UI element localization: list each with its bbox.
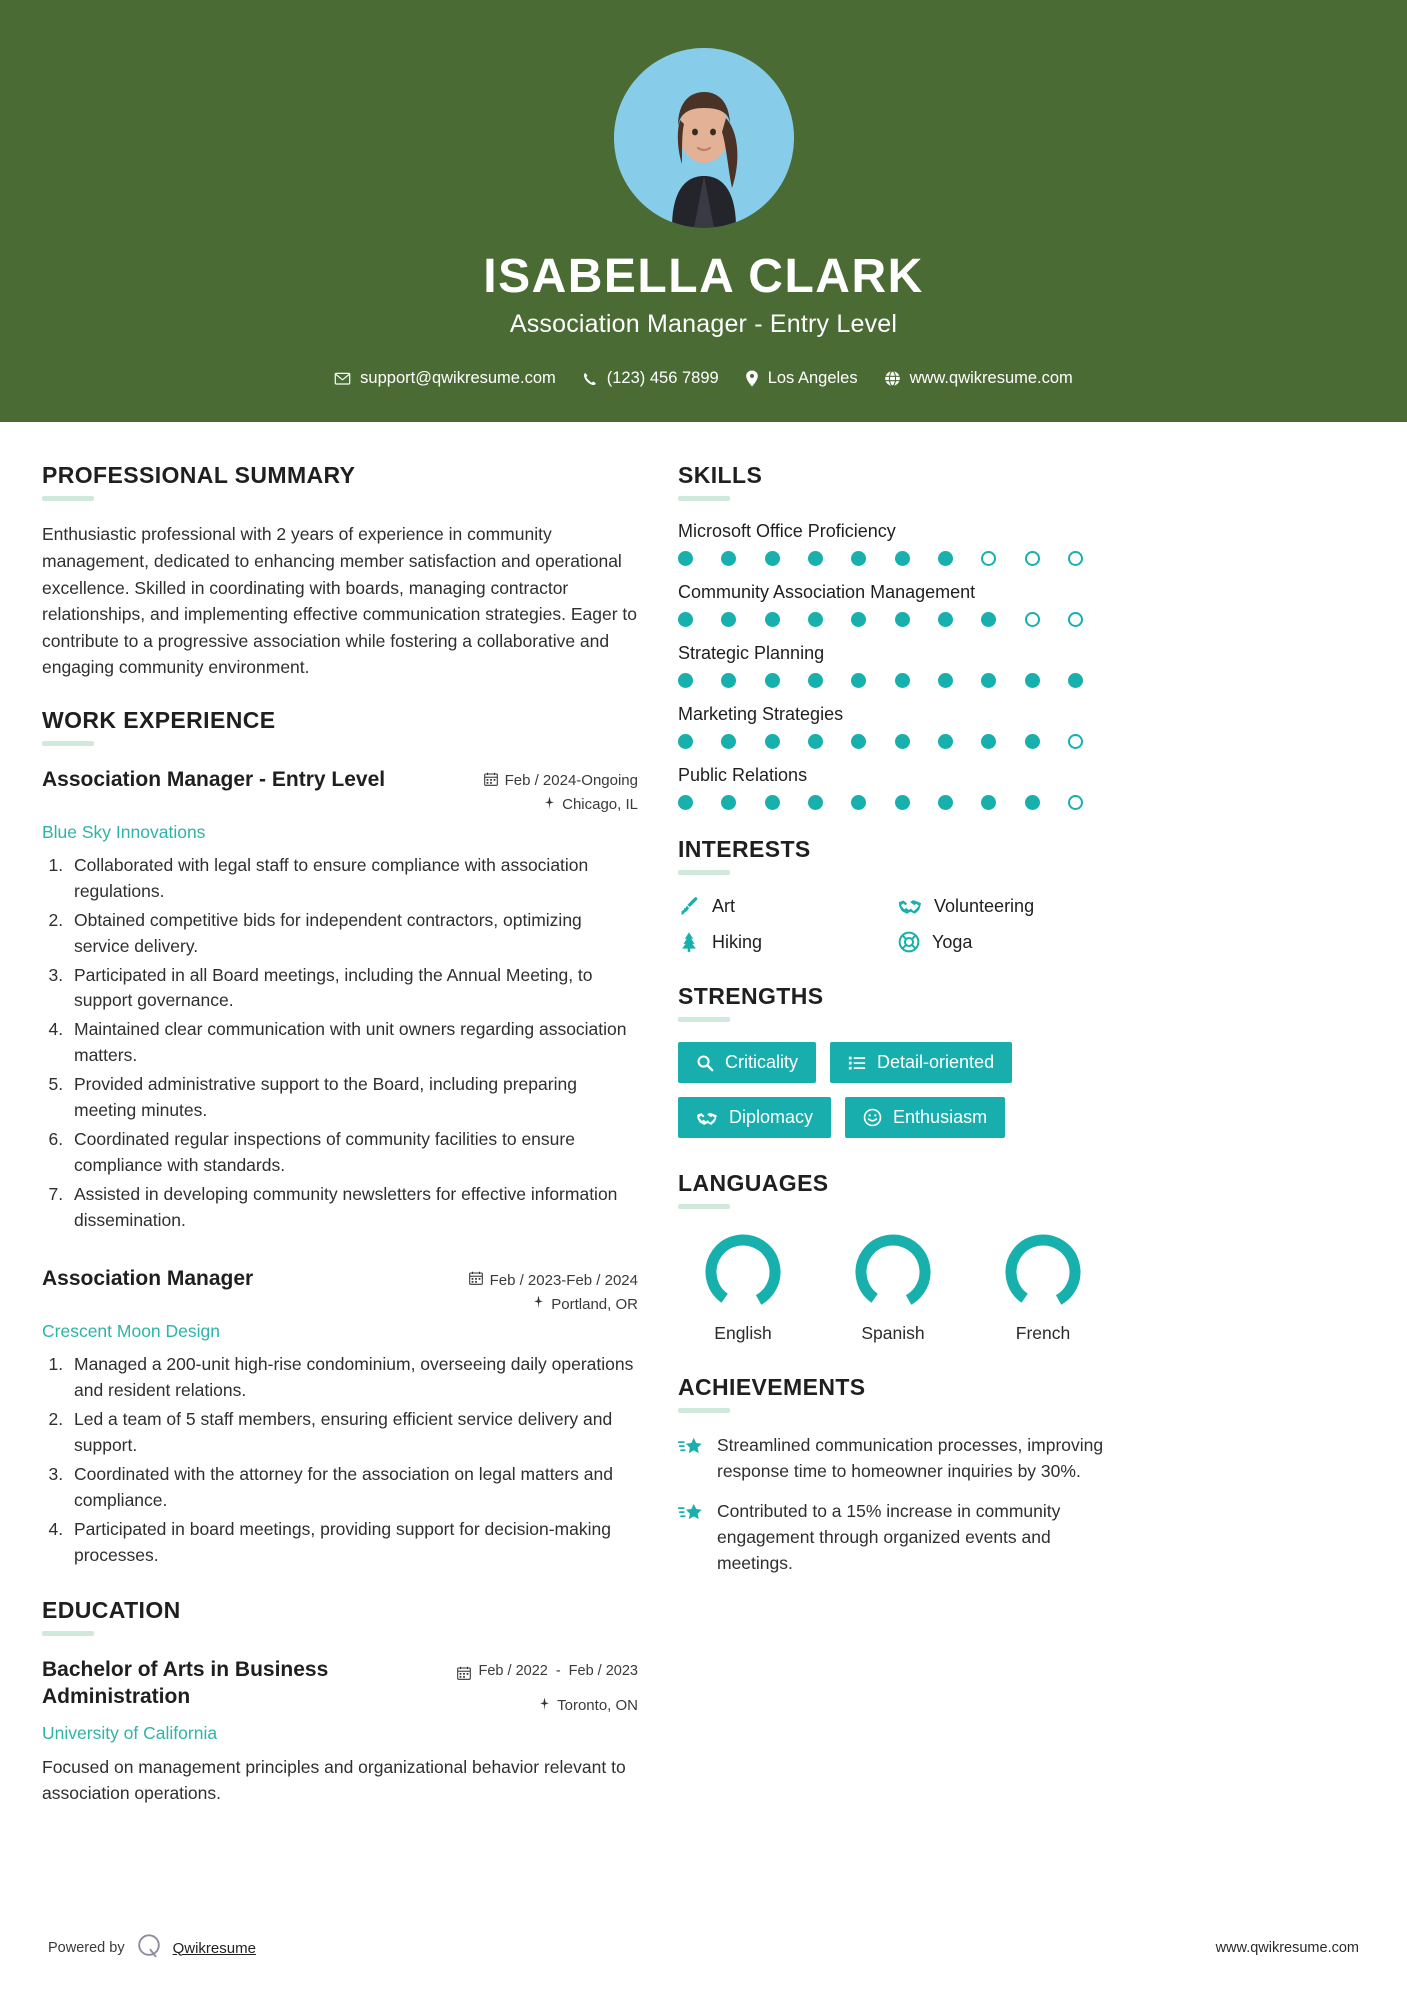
candidate-role: Association Manager - Entry Level <box>509 310 898 339</box>
education-description: Focused on management principles and organizational behavior relevant to association operations. <box>42 1756 626 1803</box>
skill-label: Strategic Planning <box>678 643 825 664</box>
rating-dot <box>895 673 910 688</box>
education-date-end: Feb / 2023 <box>568 1662 638 1679</box>
job-bullet: 1. Collaborated with legal staff to ensure compliance with association regulations. <box>68 853 638 905</box>
section-rule <box>678 496 730 501</box>
section-professional-summary <box>42 462 638 681</box>
education-meta <box>457 1656 639 1721</box>
left-column <box>42 462 638 1914</box>
rating-dot <box>1025 795 1040 810</box>
calendar-icon <box>457 1666 471 1685</box>
skill-rating <box>678 795 1083 810</box>
handshake-icon <box>898 895 922 917</box>
rating-dot <box>851 551 866 566</box>
summary-text: Enthusiastic professional with 2 years of experience in community management, dedicated to enhancing member satisfaction and operational excellence. Skilled in coordinating with boards, managing contractor relationships, and implementing effective communication strategies. Eager to contribute to a progressive association while fostering a collaborative and engaging community environment. <box>42 524 637 678</box>
languages-list <box>678 1229 1108 1344</box>
rating-dot <box>808 795 823 810</box>
job-bullet: 3. Coordinated with the attorney for the association on legal matters and compliance. <box>68 1462 638 1514</box>
achievement-text: Contributed to a 15% increase in community engagement through organized events and meetings. <box>717 1501 1061 1573</box>
section-rule <box>678 870 730 875</box>
section-interests <box>678 836 1108 953</box>
job-dates-text: Feb / 2024-Ongoing <box>504 772 638 790</box>
rating-dot <box>1025 612 1040 627</box>
section-achievements <box>678 1374 1108 1576</box>
shooting-star-icon <box>678 1433 704 1460</box>
rating-dot <box>1025 673 1040 688</box>
section-title: LANGUAGES <box>678 1170 829 1197</box>
skill-row <box>678 765 1108 810</box>
resume-footer <box>0 1914 1407 1990</box>
rating-dot <box>938 734 953 749</box>
job-bullet: 4. Maintained clear communication with unit owners regarding association matters. <box>68 1017 638 1069</box>
section-education <box>42 1597 638 1807</box>
skill-label: Community Association Management <box>678 582 976 603</box>
language-label: French <box>1015 1323 1071 1344</box>
education-location <box>457 1697 639 1715</box>
rating-dot <box>851 673 866 688</box>
search-icon <box>696 1054 714 1072</box>
section-title: ACHIEVEMENTS <box>678 1374 866 1401</box>
section-title: PROFESSIONAL SUMMARY <box>42 462 356 489</box>
education-degree: Bachelor of Arts in Business Administration <box>42 1657 329 1708</box>
section-rule <box>678 1017 730 1022</box>
rating-dot <box>851 612 866 627</box>
interests-grid <box>678 895 1108 953</box>
language-gauge <box>978 1229 1108 1315</box>
language-item <box>828 1229 958 1344</box>
rating-dot <box>721 612 736 627</box>
skill-row <box>678 704 1108 749</box>
job-bullets <box>68 853 638 1233</box>
job-dates <box>484 772 638 790</box>
job-bullets <box>68 1352 638 1568</box>
rating-dot <box>1025 734 1040 749</box>
job-bullet: 5. Provided administrative support to the Board, including preparing meeting minutes. <box>68 1072 638 1124</box>
rating-dot <box>678 612 693 627</box>
skill-rating <box>678 673 1083 688</box>
powered-by-label: Powered by <box>48 1940 125 1956</box>
section-title: INTERESTS <box>678 836 811 863</box>
job-entry <box>42 1265 638 1568</box>
lifebuoy-icon <box>898 931 920 953</box>
rating-dot <box>981 734 996 749</box>
rating-dot <box>808 612 823 627</box>
job-header <box>42 766 638 820</box>
job-title: Association Manager - Entry Level <box>42 767 386 791</box>
job-bullet: 7. Assisted in developing community newsletters for effective information dissemination. <box>68 1182 638 1234</box>
strength-label: Detail-oriented <box>877 1052 995 1073</box>
skill-label: Public Relations <box>678 765 808 786</box>
calendar-icon <box>469 1271 483 1289</box>
date-dash: - <box>555 1662 561 1679</box>
rating-dot <box>1025 551 1040 566</box>
resume-body <box>0 422 1407 1914</box>
interest-item <box>898 931 1108 953</box>
shooting-star-icon <box>678 1499 704 1526</box>
education-location-text: Toronto, ON <box>557 1697 638 1715</box>
strength-chip <box>678 1042 816 1083</box>
rating-dot <box>981 795 996 810</box>
contact-location[interactable] <box>737 369 866 388</box>
skill-row <box>678 521 1108 566</box>
job-title: Association Manager <box>42 1267 254 1291</box>
rating-dot <box>851 795 866 810</box>
skill-label: Marketing Strategies <box>678 704 844 725</box>
rating-dot <box>808 551 823 566</box>
language-item <box>978 1229 1108 1344</box>
skill-row <box>678 643 1108 688</box>
strength-label: Diplomacy <box>729 1107 814 1128</box>
rating-dot <box>895 612 910 627</box>
contact-website[interactable] <box>876 369 1081 388</box>
rating-dot <box>678 734 693 749</box>
section-rule <box>42 1631 94 1636</box>
map-pin-icon <box>533 1295 544 1313</box>
section-strengths <box>678 983 1108 1138</box>
globe-icon <box>884 370 901 387</box>
achievement-text: Streamlined communication processes, improving response time to homeowner inquiries by 30%. <box>717 1435 1104 1482</box>
email-icon <box>334 370 351 387</box>
section-rule <box>678 1204 730 1209</box>
rating-dot <box>678 795 693 810</box>
education-school: University of California <box>42 1722 218 1743</box>
job-location <box>484 796 638 814</box>
tree-icon <box>678 931 700 953</box>
rating-dot <box>765 612 780 627</box>
rating-dot <box>765 673 780 688</box>
interest-item <box>678 931 888 953</box>
rating-dot <box>938 673 953 688</box>
right-column <box>678 462 1108 1914</box>
smiley-icon <box>863 1108 882 1127</box>
rating-dot <box>895 795 910 810</box>
strengths-chips <box>678 1042 1108 1138</box>
job-bullet: 4. Participated in board meetings, providing support for decision-making processes. <box>68 1517 638 1569</box>
job-company: Blue Sky Innovations <box>42 821 206 842</box>
section-rule <box>678 1408 730 1413</box>
paintbrush-icon <box>678 895 700 917</box>
job-bullet: 2. Led a team of 5 staff members, ensuring efficient service delivery and support. <box>68 1407 638 1459</box>
language-item <box>678 1229 808 1344</box>
section-title: WORK EXPERIENCE <box>42 706 276 733</box>
job-header <box>42 1265 638 1319</box>
job-meta <box>484 766 638 820</box>
contact-website-text: www.qwikresume.com <box>909 369 1073 388</box>
rating-dot <box>765 795 780 810</box>
skill-rating <box>678 612 1083 627</box>
spacer <box>42 1239 638 1265</box>
language-label: Spanish <box>861 1323 925 1344</box>
rating-dot <box>981 673 996 688</box>
achievement-item <box>678 1499 1108 1577</box>
powered-by-block <box>48 1932 256 1964</box>
section-work-experience <box>42 707 638 1569</box>
rating-dot <box>678 673 693 688</box>
resume-header <box>0 0 1407 422</box>
section-rule <box>42 741 94 746</box>
skill-row <box>678 582 1108 627</box>
rating-dot <box>721 734 736 749</box>
map-pin-icon <box>544 796 555 814</box>
job-location-text: Chicago, IL <box>562 796 638 814</box>
section-rule <box>42 496 94 501</box>
education-entry <box>42 1656 638 1807</box>
qwikresume-link[interactable]: Qwikresume <box>172 1939 256 1957</box>
interest-item <box>678 895 888 917</box>
interest-item <box>898 895 1108 917</box>
rating-dot <box>938 795 953 810</box>
job-location-text: Portland, OR <box>551 1295 638 1313</box>
candidate-name: ISABELLA CLARK <box>483 250 924 303</box>
contact-phone[interactable] <box>574 369 727 388</box>
rating-dot <box>1068 795 1083 810</box>
rating-dot <box>981 551 996 566</box>
rating-dot <box>851 734 866 749</box>
education-date-start: Feb / 2022 <box>478 1662 548 1679</box>
rating-dot <box>765 551 780 566</box>
footer-url[interactable]: www.qwikresume.com <box>1215 1940 1359 1956</box>
section-title: STRENGTHS <box>678 983 824 1010</box>
job-location <box>469 1295 638 1313</box>
interest-label: Hiking <box>712 931 763 952</box>
contact-email[interactable] <box>326 369 564 388</box>
rating-dot <box>808 734 823 749</box>
rating-dot <box>721 673 736 688</box>
job-entry <box>42 766 638 1233</box>
achievement-item <box>678 1433 1108 1485</box>
job-company: Crescent Moon Design <box>42 1321 220 1342</box>
language-gauge <box>678 1229 808 1315</box>
contact-location-text: Los Angeles <box>767 369 858 388</box>
job-bullet: 2. Obtained competitive bids for independent contractors, optimizing service delivery. <box>68 908 638 960</box>
rating-dot <box>938 612 953 627</box>
avatar <box>614 48 794 228</box>
interest-label: Art <box>712 895 736 916</box>
rating-dot <box>938 551 953 566</box>
rating-dot <box>1068 551 1083 566</box>
skill-rating <box>678 551 1083 566</box>
contact-row <box>0 369 1407 388</box>
job-bullet: 3. Participated in all Board meetings, including the Annual Meeting, to support governance. <box>68 963 638 1015</box>
interest-label: Volunteering <box>934 895 1035 916</box>
handshake-icon <box>696 1109 718 1127</box>
education-dates <box>457 1662 639 1685</box>
strength-chip <box>830 1042 1012 1083</box>
education-header <box>42 1656 638 1721</box>
job-dates-text: Feb / 2023-Feb / 2024 <box>489 1271 638 1289</box>
skill-rating <box>678 734 1083 749</box>
list-icon <box>848 1054 866 1072</box>
contact-email-text: support@qwikresume.com <box>360 369 556 388</box>
calendar-icon <box>484 772 498 790</box>
interest-label: Yoga <box>932 931 973 952</box>
section-languages <box>678 1170 1108 1344</box>
rating-dot <box>1068 612 1083 627</box>
contact-phone-text: (123) 456 7899 <box>606 369 719 388</box>
rating-dot <box>721 795 736 810</box>
rating-dot <box>895 734 910 749</box>
qwikresume-logo-icon <box>135 1932 163 1964</box>
rating-dot <box>895 551 910 566</box>
strength-chip <box>678 1097 831 1138</box>
rating-dot <box>808 673 823 688</box>
phone-icon <box>582 371 598 387</box>
rating-dot <box>981 612 996 627</box>
section-title: SKILLS <box>678 462 763 489</box>
section-title: EDUCATION <box>42 1596 181 1623</box>
job-bullet: 6. Coordinated regular inspections of community facilities to ensure compliance with standards. <box>68 1127 638 1179</box>
strength-label: Criticality <box>725 1052 799 1073</box>
language-gauge <box>828 1229 958 1315</box>
strength-chip <box>845 1097 1005 1138</box>
section-skills <box>678 462 1108 810</box>
rating-dot <box>678 551 693 566</box>
rating-dot <box>765 734 780 749</box>
job-meta <box>469 1265 638 1319</box>
job-dates <box>469 1271 638 1289</box>
skill-label: Microsoft Office Proficiency <box>678 521 896 542</box>
map-pin-icon <box>539 1697 550 1715</box>
job-bullet: 1. Managed a 200-unit high-rise condominium, overseeing daily operations and resident relations. <box>68 1352 638 1404</box>
strength-label: Enthusiasm <box>893 1107 988 1128</box>
rating-dot <box>1068 734 1083 749</box>
location-pin-icon <box>745 370 759 387</box>
language-label: English <box>714 1323 772 1344</box>
rating-dot <box>1068 673 1083 688</box>
rating-dot <box>721 551 736 566</box>
